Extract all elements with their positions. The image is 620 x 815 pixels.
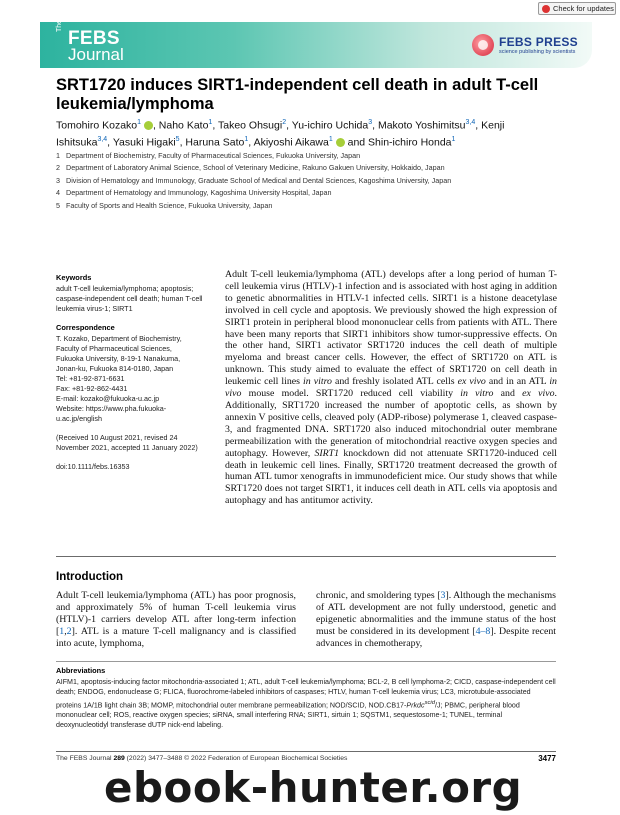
affiliation-number: 4	[56, 188, 60, 198]
abstract-text: and freshly isolated ATL cells	[331, 376, 458, 388]
affiliation-text: Department of Biochemistry, Faculty of Pharmaceutical Sciences, Fukuoka University, Japan	[66, 151, 361, 160]
abbr-text: ; PBMC, peripheral blood mononuclear cell; ROS, reactive oxygen species; siRNA, small interfering RNA; SIRT1, sirtuin 1; SQSTM1, sequestosome-1; TUNEL, terminal deoxynucleotidyl transferase dUTP nick-end labeling.	[56, 700, 520, 730]
article-sidebar	[56, 273, 206, 481]
abbreviations-block	[56, 666, 556, 731]
correspondence-line: T. Kozako, Department of Biochemistry,	[56, 334, 182, 343]
correspondence-line: Jonan-ku, Fukuoka 814-0180, Japan	[56, 364, 174, 373]
abstract-italic: ex vivo	[457, 376, 486, 388]
author-name: Makoto Yoshimitsu	[377, 119, 466, 132]
author-affiliation-sup: 2	[282, 119, 287, 126]
orcid-icon[interactable]	[144, 121, 153, 130]
abstract-text: and in an ATL	[485, 376, 550, 388]
author-affiliation-sup: 1	[208, 119, 213, 126]
logo-the: The	[56, 19, 63, 32]
affiliation-item	[56, 187, 576, 199]
affiliation-item	[56, 200, 576, 212]
abstract	[225, 269, 557, 507]
author-name: Haruna Sato	[185, 136, 245, 148]
intro-text: Adult T-cell leukemia/lymphoma (ATL) has poor prognosis, and approximately 5% of human T-cell leukemia virus (HTLV)-1 carriers develop ATL after long-term infection [	[56, 590, 296, 637]
author-name: Shin-ichiro Honda	[368, 136, 452, 148]
keywords-text: adult T-cell leukemia/lymphoma; apoptosis; caspase-independent cell death; human T-cell leukemia virus-1; SIRT1	[56, 284, 203, 313]
doi-link[interactable]: doi:10.1111/febs.16353	[56, 462, 130, 471]
page-number: 3477	[538, 754, 556, 763]
abbr-italic: Prkdc	[406, 700, 425, 709]
intro-text: ]. ATL is a mature T-cell malignancy and is classified into acute, lymphoma,	[56, 625, 296, 649]
affiliation-text: Faculty of Sports and Health Science, Fukuoka University, Japan	[66, 200, 273, 210]
affiliation-text: Department of Hematology and Immunology, Kagoshima University Hospital, Japan	[66, 188, 332, 198]
abbr-text: AIFM1, apoptosis-inducing factor mitochondria-associated 1; ATL, adult T-cell leukemia/lymphoma; BCL-2, B cell lymphoma-2; CICD, caspase-independent cell death; ENDOG, endonuclease G; FLICA, fluorochrome-labeled inhibitors of caspases; HTLV, human T-cell leukemia virus; LC3, microtubule-associated proteins 1A/1B light chain 3B; MOMP, mitochondrial outer membrane permeabilization; NOD/SCID, NOD.CB17-	[56, 678, 556, 709]
author-name: Takeo Ohsugi	[217, 119, 283, 132]
author-affiliation-sup: 1	[451, 135, 456, 143]
intro-text: ]. Although the mechanisms of ATL development are not fully understood, genetic and epigenetic abnormalities and the immune status of the host must be considered in its development [	[316, 590, 556, 637]
footer-volume: 289	[113, 755, 125, 762]
footer-citation	[56, 755, 347, 762]
author-name: Naho Kato	[158, 119, 209, 132]
abbreviations-heading: Abbreviations	[56, 666, 106, 675]
press-tagline: science publishing by scientists	[498, 49, 576, 55]
abstract-text: and	[493, 388, 523, 400]
abbreviations-divider	[56, 661, 556, 662]
journal-banner	[40, 19, 592, 68]
febs-press-orb-icon	[472, 34, 494, 56]
affiliation-item	[56, 162, 576, 174]
abstract-text: mouse model. SRT1720 reduced cell viability	[241, 388, 461, 400]
footer-citation-text: (2022) 3477–3488 © 2022 Federation of European Biochemical Societies	[126, 755, 348, 762]
abstract-text: . Additionally, SRT1720 increased the number of apoptotic cells, as shown by annexin V positive cells, cleaved poly (ADP-ribose) polymerase 1, cleaved caspase-3, and fragmented DNA. SRT1720 also induced mitochondrial outer membrane permeabilization with the generation of mitochondrial reactive oxygen species and autophagy. However,	[225, 388, 557, 459]
author-affiliation-sup: 1	[328, 135, 333, 143]
check-for-updates-button[interactable]	[538, 2, 616, 15]
author-affiliation-sup: 5	[175, 135, 180, 143]
author-list: Tomohiro Kozako$^1$ , Naho Kato$^1$, Takeo Ohsugi$^2$, Yu-ichiro Uchida$^3$, Makoto Yoshimitsu$^{3,4}$, Kenji Ishitsuka$^{3,4}$, Yasuki Higaki$^5$, Haruna Sato$^1$, Akiyoshi Aikawa$^1$ and Shin-ichiro Honda$^1$	[56, 119, 505, 148]
keywords-block	[56, 273, 206, 314]
correspondence-heading: Correspondence	[56, 323, 115, 332]
correspondence-line: Fukuoka University, 8-19-1 Nanakuma,	[56, 354, 181, 363]
abbr-text: /J	[435, 700, 441, 709]
affiliation-item	[56, 175, 576, 187]
logo-febs: FEBS	[68, 28, 120, 49]
citation-link[interactable]: 4–8	[475, 625, 491, 637]
correspondence-tel: Tel: +81-92-871-6631	[56, 374, 125, 383]
abstract-italic: in vivo	[225, 376, 557, 400]
abbr-italic-sup: scid	[424, 699, 436, 706]
press-name: FEBS PRESS	[498, 35, 578, 49]
watermark: ebook-hunter.org	[104, 763, 523, 812]
article-title: SRT1720 induces SIRT1-independent cell death in adult T-cell leukemia/lymphoma	[56, 76, 539, 113]
intro-text: ]. Despite recent advances in chemotherapy,	[316, 625, 556, 649]
author-name: Tomohiro Kozako	[56, 119, 138, 132]
abstract-italic: in vitro	[460, 388, 494, 400]
abstract-text: knockdown did not attenuate SRT1720-induced cell death in leukemic cell lines. Finally, SRT1720 treatment decreased the growth of human ATL tumor xenografts in immunodeficient mice. Our study shows that while SRT1720 does not target SIRT1, it induces cell death in ATL cells via apoptosis and autophagy and has antitumor activity.	[225, 447, 557, 507]
correspondence-email[interactable]: E-mail: kozako@fukuoka-u.ac.jp	[56, 394, 160, 403]
author-affiliation-sup: 3	[368, 119, 373, 126]
correspondence-website[interactable]: Website: https://www.pha.fukuoka-u.ac.jp/english	[56, 404, 167, 423]
correspondence-block	[56, 323, 206, 424]
citation-link[interactable]: 1	[59, 625, 65, 637]
section-divider	[56, 556, 556, 557]
footer-journal: The FEBS Journal	[56, 755, 112, 762]
author-affiliation-sup: 3,4	[97, 135, 108, 143]
affiliation-number: 3	[56, 175, 60, 185]
citation-link[interactable]: 3	[440, 590, 446, 601]
abbreviations-text	[56, 677, 556, 730]
author-name: Akiyoshi Aikawa	[253, 136, 329, 148]
abstract-italic: in vitro	[303, 376, 332, 388]
intro-text: ,	[64, 625, 67, 637]
received-dates: (Received 10 August 2021, revised 24 November 2021, accepted 11 January 2022)	[56, 433, 198, 452]
affiliation-list	[56, 150, 576, 212]
author-name: Yasuki Higaki	[112, 136, 176, 148]
introduction-column-right	[316, 590, 556, 650]
affiliation-text: Department of Laboratory Animal Science, School of Veterinary Medicine, Rakuno Gakuen University, Hokkaido, Japan	[66, 163, 445, 173]
introduction-heading: Introduction	[56, 571, 124, 583]
intro-text: chronic, and smoldering types [	[316, 590, 441, 601]
author-affiliation-sup: 3,4	[465, 119, 476, 126]
introduction-column-left	[56, 590, 296, 650]
affiliation-number: 5	[56, 200, 60, 210]
citation-link[interactable]: 2	[66, 625, 72, 637]
author-name: Yu-ichiro Uchida	[291, 119, 369, 132]
author-name: Kenji Ishitsuka	[56, 119, 505, 148]
abstract-italic: ex vivo	[522, 388, 555, 400]
footer-divider	[56, 751, 556, 752]
author-affiliation-sup: 1	[244, 135, 249, 143]
correspondence-fax: Fax: +81-92-862-4431	[56, 384, 128, 393]
orcid-icon[interactable]	[336, 138, 345, 147]
affiliation-number: 1	[56, 151, 60, 160]
update-icon	[542, 5, 550, 13]
affiliation-number: 2	[56, 163, 60, 173]
keywords-heading: Keywords	[56, 273, 92, 282]
abstract-text: Adult T-cell leukemia/lymphoma (ATL) develops after a long period of human T-cell leukemia virus (HTLV)-1 infection and is associated with host aging in addition to genetic abnormalities in HTLV-1 infected cells. SIRT1 is a histone deacetylase involved in cell cycle and apoptosis. We previously showed the high expression of SIRT1 protein in peripheral blood mononuclear cells from patients with ATL. There have been many reports that SIRT1 inhibitors show tumor-suppressive effects. On the other hand, SIRT1 activator SRT1720 induces the cell death of multiple myeloma and breast cancer cells. However, the effect of SRT1720 on ATL is unknown. This study aimed to evaluate the effect of SRT1720 on cell death in leukemic cell lines	[225, 269, 557, 388]
author-affiliation-sup: 1	[137, 119, 142, 126]
febs-press-logo	[472, 34, 578, 56]
check-updates-label: Check for updates	[553, 4, 614, 13]
abstract-italic: SIRT1	[314, 447, 340, 459]
affiliation-item	[56, 150, 576, 162]
affiliation-text: Division of Hematology and Immunology, Graduate School of Medical and Dental Sciences, Kagoshima University, Japan	[66, 175, 452, 185]
correspondence-line: Faculty of Pharmaceutical Sciences,	[56, 344, 172, 353]
logo-journal: Journal	[68, 45, 124, 64]
